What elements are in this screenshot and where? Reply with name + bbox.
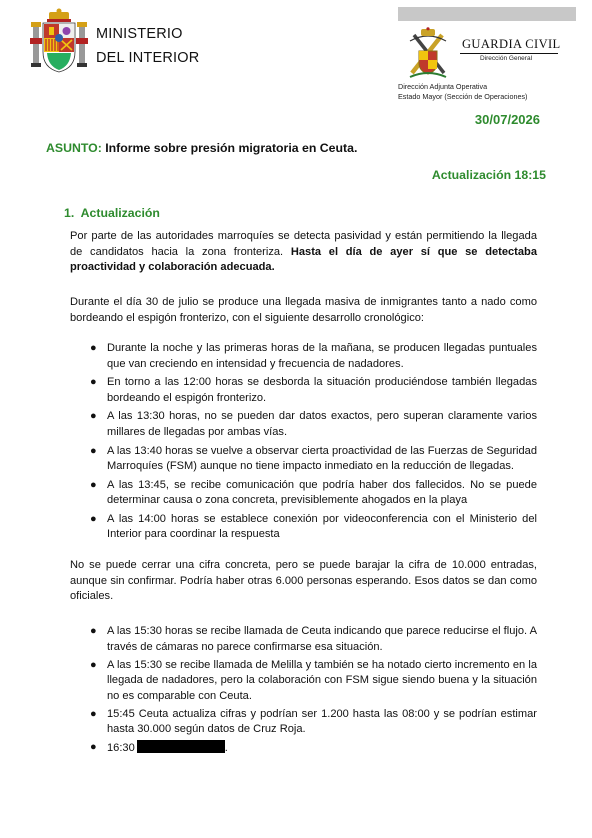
ministry-name-line1: MINISTERIO	[96, 26, 183, 42]
guardia-civil-emblem-icon	[404, 27, 452, 81]
guardia-civil-title: GUARDIA CIVIL	[462, 37, 561, 51]
section-title: Actualización	[80, 206, 160, 220]
bullet-dot-icon: ●	[90, 741, 97, 754]
bullet-dot-icon: ●	[90, 625, 97, 637]
paragraph-2: Durante el día 30 de julio se produce una llegada masiva de inmigrantes tanto a nado como bordeando el espigón fronterizo, con el siguiente desarrollo cronológico:	[70, 296, 537, 324]
chronology-list-1	[70, 341, 537, 546]
coat-of-arms-spain-icon	[30, 8, 88, 74]
list-item: ● 15:45 Ceuta actualiza cifras y podrían ser 1.200 hasta las 08:00 y se podrían estimar hasta 30.000 según datos de Cruz Roja.	[90, 707, 537, 736]
paragraph-3: No se puede cerrar una cifra concreta, pero se puede barajar la cifra de 10.000 entradas, aunque sin confirmar. Podría haber otras 6.000 personas esperando. Esos datos se dan como oficiales.	[70, 559, 537, 602]
subject-text: Informe sobre presión migratoria en Ceuta.	[105, 141, 358, 155]
bullet-dot-icon: ●	[90, 444, 97, 457]
paragraph-1-bold: Hasta el día de ayer sí que se detectaba proactividad y colaboración adecuada	[70, 245, 537, 273]
list-item	[70, 740, 537, 757]
section-number: 1.	[64, 206, 75, 220]
bullet-dot-icon: ●	[90, 410, 97, 423]
guardia-civil-subtitle: Dirección General	[480, 55, 533, 62]
list-item: ● A las 13:30 horas, no se pueden dar datos exactos, pero superan claramente varios millares de llegadas por ambas vías.	[90, 410, 537, 438]
list-item: ● A las 15:30 se recibe llamada de Melilla y también se ha notado cierto incremento en la llegada de nadadores, pero la colaboración con FSM sigue siendo buena y la situación no es comparable con Ceuta.	[90, 658, 537, 702]
bullet-dot-icon: ●	[90, 478, 97, 491]
list-item: ● Durante la noche y las primeras horas de la mañana, se producen llegadas puntuales que van creciendo en intensidad y frecuencia de nadadores.	[90, 342, 537, 370]
bullet-dot-icon: ●	[90, 376, 97, 389]
ministry-name-line2: DEL INTERIOR	[96, 50, 200, 66]
paragraph-1-end: .	[271, 261, 275, 273]
guardia-civil-title-rule	[460, 53, 558, 54]
list-item: ● A las 13:45, se recibe comunicación que podría haber dos fallecidos. No se puede determinar causa o zona concreta, previsiblemente ahogados en la playa	[90, 478, 537, 507]
office-line1: Dirección Adjunta Operativa	[398, 82, 488, 91]
document-date: 30/07/2026	[474, 112, 540, 127]
paragraph-1-text: Por parte de las autoridades marroquíes se detecta pasividad y están permitiendo la llegada de candidatos hacia la zona fronteriza.	[70, 230, 537, 258]
subject-label: ASUNTO:	[46, 141, 102, 155]
header-gray-bar	[398, 7, 576, 21]
last-item-end: .	[224, 742, 228, 755]
update-time: Actualización 18:15	[431, 168, 546, 182]
redaction-block	[137, 740, 225, 753]
bullet-dot-icon: ●	[90, 342, 97, 354]
list-item: ● En torno a las 12:00 horas se desborda la situación produciéndose también llegadas bordeando el espigón fronterizo.	[90, 376, 537, 404]
last-item-time: 16:30	[107, 742, 135, 755]
bullet-dot-icon: ●	[90, 658, 97, 671]
list-item: ● A las 15:30 horas se recibe llamada de Ceuta indicando que parece reducirse el flujo. A través de cámaras no parece confirmarse esa situación.	[90, 625, 537, 653]
list-item: ● A las 14:00 horas se establece conexión por videoconferencia con el Ministerio del Interior para coordinar la respuesta	[90, 512, 537, 541]
subject-line	[46, 141, 357, 155]
bullet-dot-icon: ●	[90, 512, 97, 525]
office-line2: Estado Mayor (Sección de Operaciones)	[398, 92, 528, 101]
bullet-dot-icon: ●	[90, 707, 97, 720]
chronology-list-2	[70, 624, 537, 759]
list-item: ● A las 13:40 horas se vuelve a observar cierta proactividad de las Fuerzas de Seguridad Marroquíes (FSM) aunque no tiene impacto inmediato en la reducción de llegadas.	[90, 444, 537, 473]
paragraph-1	[70, 229, 537, 276]
section-heading	[64, 206, 160, 220]
